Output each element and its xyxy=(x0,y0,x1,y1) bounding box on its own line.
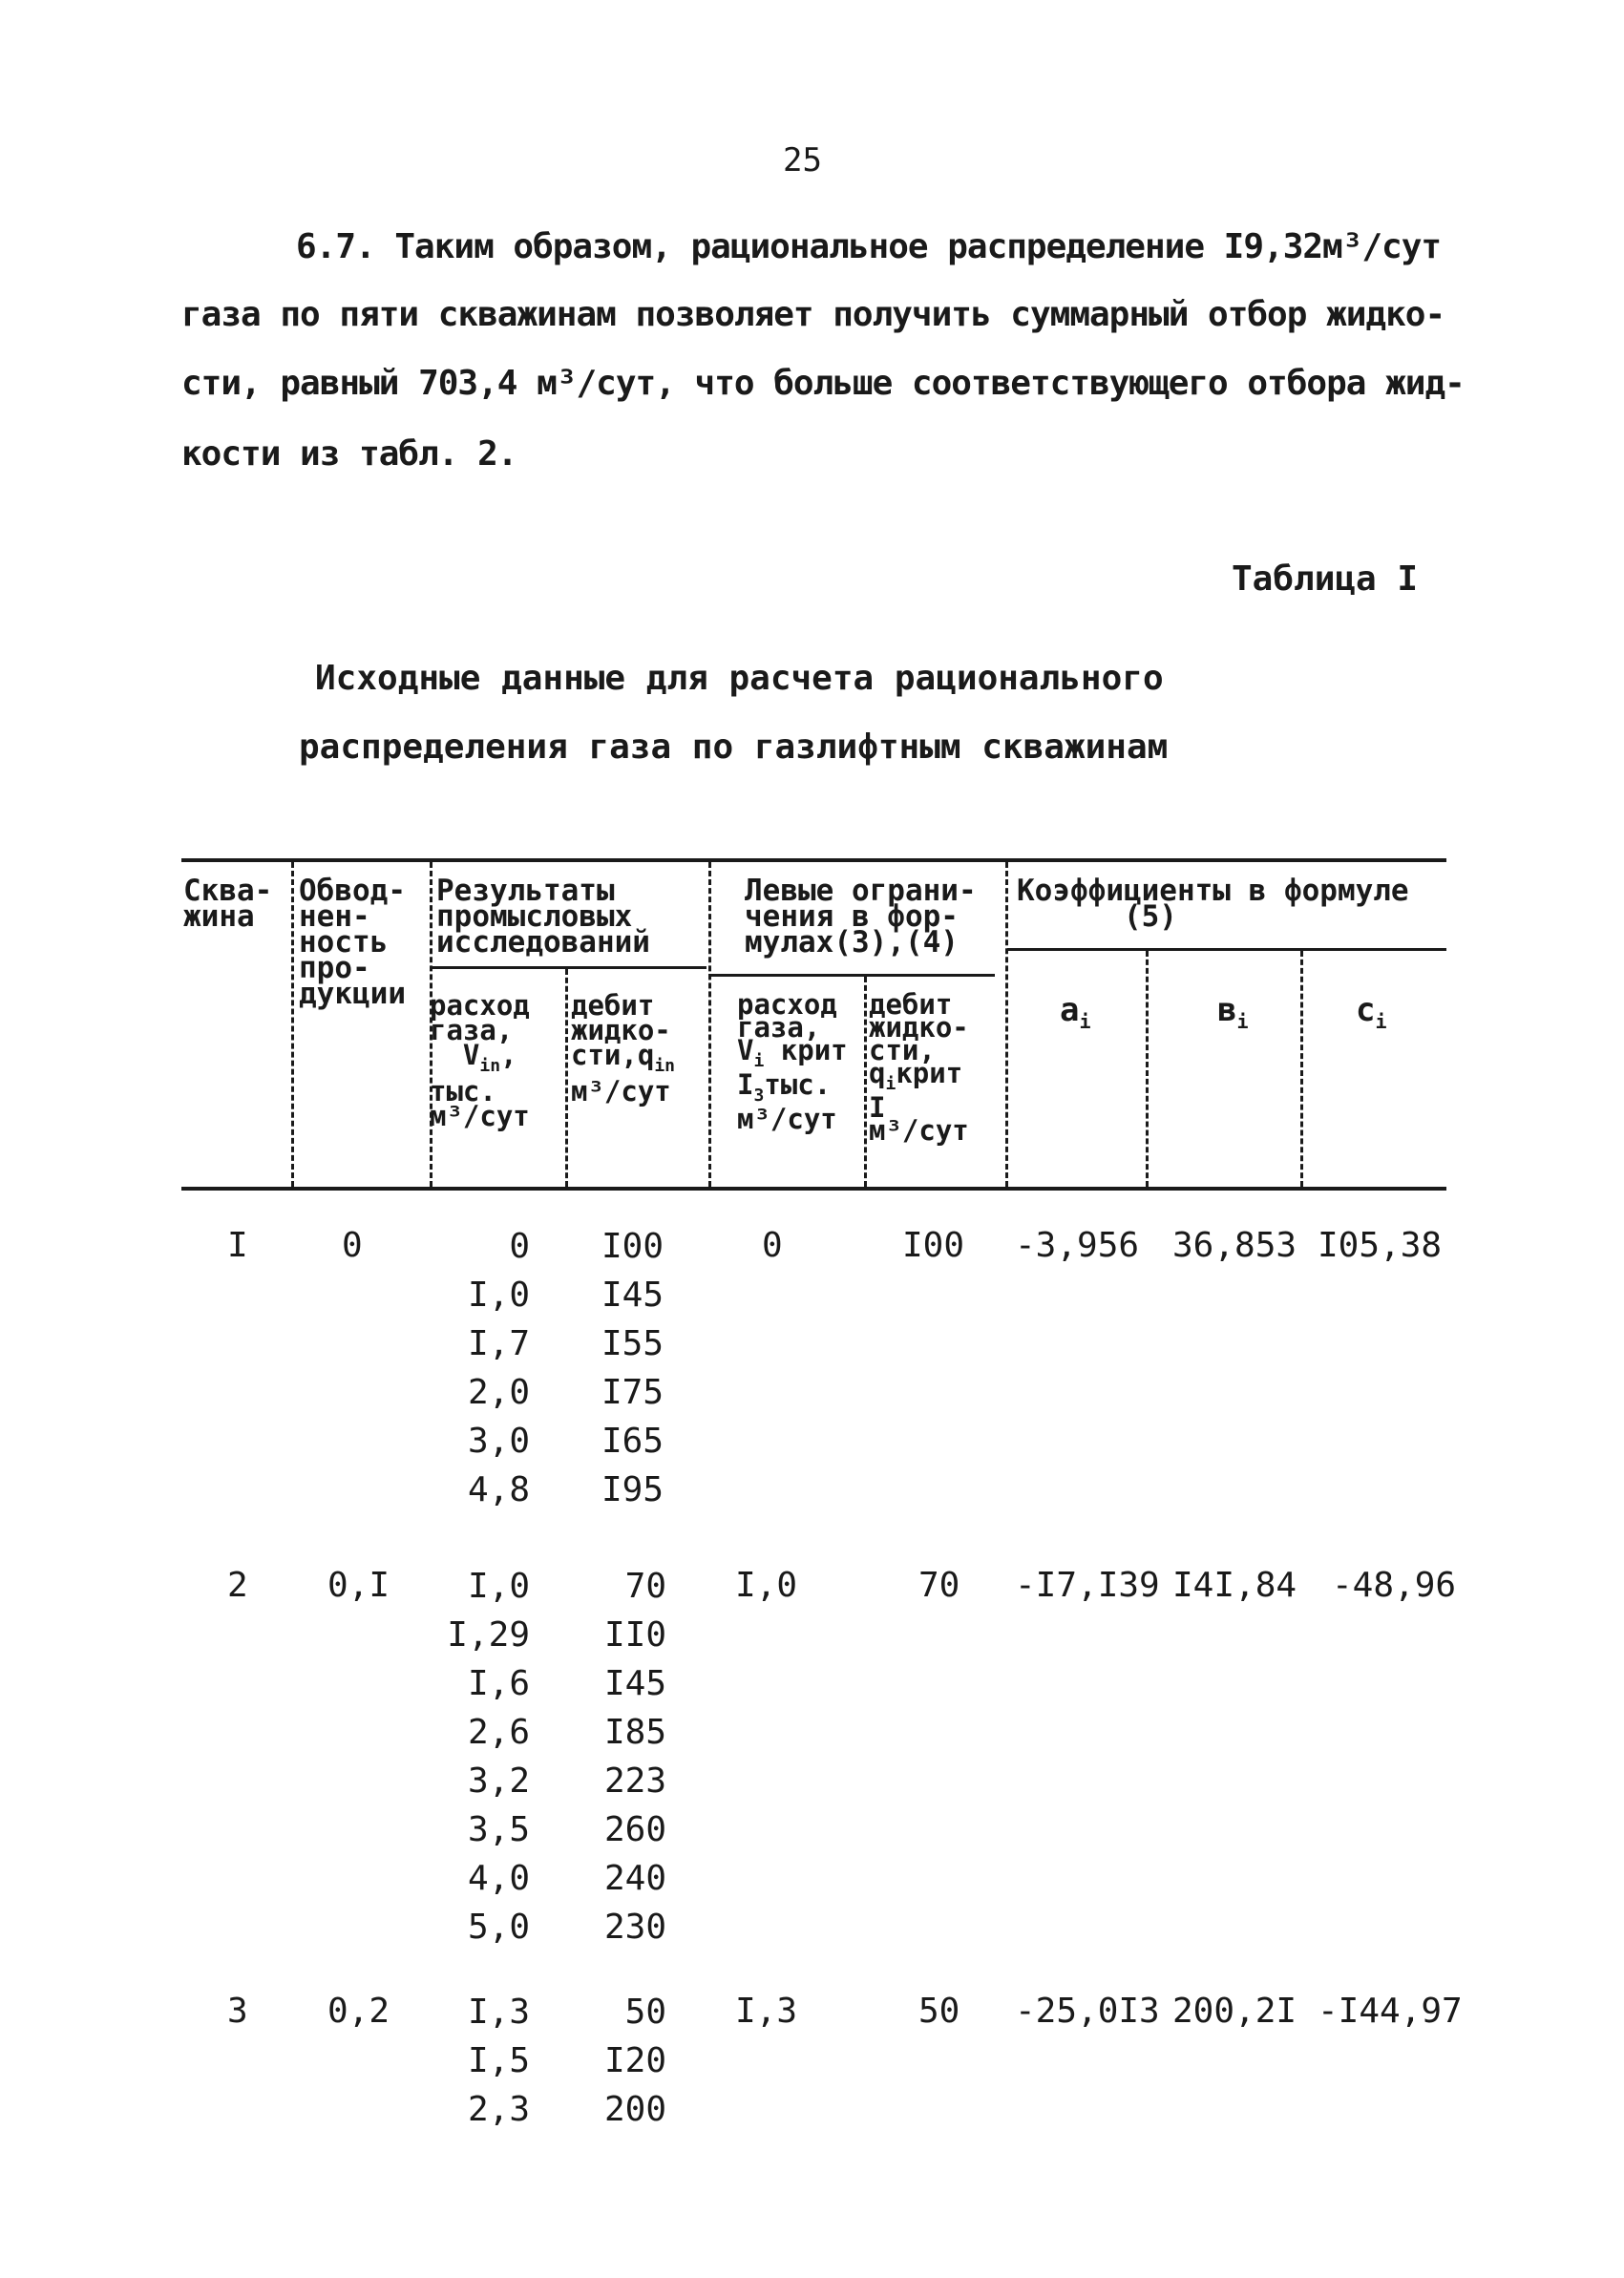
coef-subheader-rule xyxy=(1007,948,1446,951)
table-top-rule xyxy=(181,858,1446,862)
paragraph-line-3: сти, равный 703,4 м³/сут, что больше соответствующего отбора жид- xyxy=(181,364,1465,403)
cell-gas-crit: I,3 xyxy=(735,1992,798,2031)
header-limits-group: Левые ограни- чения в фор- мулах(3),(4) xyxy=(745,874,977,960)
cell-coef-b: 200,2I xyxy=(1172,1992,1297,2031)
cell-coef-b: 36,853 xyxy=(1172,1226,1297,1265)
cell-coef-c: -48,96 xyxy=(1332,1566,1457,1605)
header-limits-liquid: дебит жидко- сти, $q_iкрит$ I м³/сут xyxy=(869,988,969,1147)
cell-well: 2 xyxy=(227,1566,248,1605)
col-divider-3 xyxy=(565,969,568,1187)
cell-well: I xyxy=(227,1226,248,1265)
paragraph-line-4: кости из табл. 2. xyxy=(181,434,517,474)
cell-liquid-crit: 50 xyxy=(918,1992,960,2031)
cell-liquid-crit: 70 xyxy=(918,1566,960,1605)
limits-subheader-rule xyxy=(708,974,995,977)
cell-coef-a: -I7,I39 xyxy=(1015,1566,1160,1605)
cell-coef-c: -I44,97 xyxy=(1318,1992,1463,2031)
results-subheader-rule xyxy=(430,966,707,969)
cell-liquid-values: 50 I20 200 xyxy=(603,1993,666,2129)
cell-watercut: 0 xyxy=(342,1226,363,1265)
paragraph-line-2: газа по пяти скважинам позволяет получить суммарный отбор жидко- xyxy=(181,295,1445,334)
cell-gas-values: 0 I,0 I,7 2,0 3,0 4,8 xyxy=(467,1227,530,1509)
cell-liquid-crit: I00 xyxy=(902,1226,965,1265)
cell-coef-a: -25,0I3 xyxy=(1015,1992,1160,2031)
cell-gas-values: I,0 I,29 I,6 2,6 3,2 3,5 4,0 5,0 xyxy=(447,1567,530,1947)
header-coef-b: $в_i$ xyxy=(1217,991,1249,1033)
page-number: 25 xyxy=(783,141,822,179)
cell-gas-crit: I,0 xyxy=(735,1566,798,1605)
cell-coef-b: I4I,84 xyxy=(1172,1566,1297,1605)
header-coef-c: $c_i$ xyxy=(1356,991,1387,1033)
col-divider-4 xyxy=(708,862,711,1187)
header-coef-a: $a_i$ xyxy=(1060,991,1091,1033)
header-results-gas: расход газа, $V_{in}$, тыс. м³/сут xyxy=(430,989,530,1132)
cell-liquid-values: I00 I45 I55 I75 I65 I95 xyxy=(601,1227,664,1509)
table-title-line-1: Исходные данные для расчета рационального xyxy=(315,659,1164,698)
paragraph-line-1: 6.7. Таким образом, рациональное распределение I9,32м³/сут xyxy=(296,227,1442,266)
cell-gas-values: I,3 I,5 2,3 xyxy=(467,1993,530,2129)
table-title-line-2: распределения газа по газлифтным скважинам xyxy=(299,728,1169,767)
col-divider-6 xyxy=(1005,862,1008,1187)
table-header-bottom-rule xyxy=(181,1187,1446,1191)
header-well: Сква- жина xyxy=(183,874,273,934)
header-watercut: Обвод- нен- ность про- дукции xyxy=(299,874,406,1011)
header-coef-group: Коэффициенты в формуле (5) xyxy=(1017,874,1409,934)
cell-coef-a: -3,956 xyxy=(1015,1226,1140,1265)
col-divider-8 xyxy=(1300,951,1303,1187)
header-results-liquid: дебит жидко- $сти,q_{in}$ м³/сут xyxy=(571,989,675,1107)
table-label: Таблица I xyxy=(1232,559,1419,599)
cell-gas-crit: 0 xyxy=(762,1226,783,1265)
cell-watercut: 0,2 xyxy=(327,1992,390,2031)
header-results-group: Результаты промысловых исследований xyxy=(436,874,650,960)
header-limits-gas: расход газа, $V_i$ крит $I_3тыс$. м³/сут xyxy=(737,988,848,1135)
cell-watercut: 0,I xyxy=(327,1566,390,1605)
col-divider-7 xyxy=(1146,951,1149,1187)
col-divider-5 xyxy=(864,977,867,1187)
cell-coef-c: I05,38 xyxy=(1318,1226,1443,1265)
cell-well: 3 xyxy=(227,1992,248,2031)
cell-liquid-values: 70 II0 I45 I85 223 260 240 230 xyxy=(603,1567,666,1947)
col-divider-1 xyxy=(291,862,294,1187)
